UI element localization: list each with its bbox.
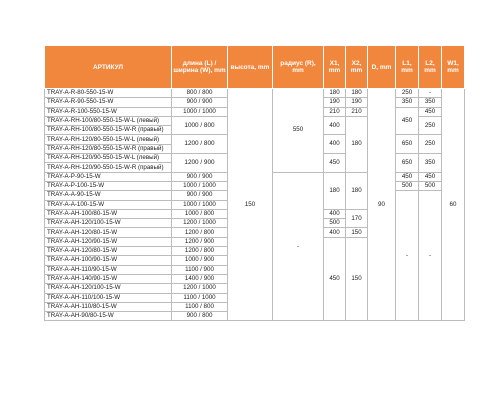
article-cell: TRAY-A-AH-110/90-15-W	[45, 265, 172, 274]
radius-cell: 550	[273, 89, 324, 173]
article-cell: TRAY-A-P-100-15-W	[45, 181, 172, 190]
size-cell: 1200 / 800	[172, 247, 228, 256]
l2-cell: 250	[419, 116, 442, 135]
article-cell: TRAY-A-A-90-15-W	[45, 191, 172, 200]
size-cell: 1000 / 1000	[172, 200, 228, 209]
l2-cell: -	[419, 89, 442, 98]
size-cell: 1200 / 800	[172, 228, 228, 237]
size-cell: 1400 / 900	[172, 274, 228, 283]
article-cell: TRAY-A-A-100-15-W	[45, 200, 172, 209]
d-cell: 90	[368, 89, 396, 321]
l1-cell: 650	[396, 154, 419, 173]
table-wrapper	[44, 45, 465, 321]
header-article: АРТИКУЛ	[45, 46, 172, 89]
article-cell: TRAY-A-R-80-550-15-W	[45, 89, 172, 98]
x1-cell: 210	[324, 107, 346, 116]
size-cell: 1000 / 800	[172, 116, 228, 135]
l2-cell: 500	[419, 181, 442, 190]
article-cell: TRAY-A-RH-100/80-550-15-W-R (правый)	[45, 126, 172, 135]
l2-cell: 450	[419, 172, 442, 181]
article-cell: TRAY-A-AH-110/80-15-W	[45, 302, 172, 311]
header-height: высота, mm	[228, 46, 273, 89]
size-cell: 1000 / 900	[172, 256, 228, 265]
article-cell: TRAY-A-R-90-550-15-W	[45, 98, 172, 107]
header-radius: радиус (R), mm	[273, 46, 324, 89]
size-cell: 900 / 900	[172, 172, 228, 181]
x1-cell: 450	[324, 154, 346, 173]
x2-cell: 170	[346, 209, 368, 228]
l2-cell: -	[419, 191, 442, 321]
table-row	[45, 89, 465, 98]
x2-cell: 180	[346, 172, 368, 209]
x1-cell: 180	[324, 172, 346, 209]
x1-cell: 450	[324, 237, 346, 321]
l2-cell: 250	[419, 135, 442, 154]
l2-cell: 450	[419, 107, 442, 116]
l1-cell: 500	[396, 181, 419, 190]
size-cell: 800 / 800	[172, 89, 228, 98]
size-cell: 900 / 900	[172, 191, 228, 200]
x2-cell: 150	[346, 228, 368, 237]
header-l2: L2, mm	[419, 46, 442, 89]
l1-cell: 250	[396, 89, 419, 98]
spec-table	[44, 45, 465, 321]
l1-cell: 450	[396, 172, 419, 181]
article-cell: TRAY-A-AH-140/90-15-W	[45, 274, 172, 283]
l1-cell: 350	[396, 98, 419, 107]
article-cell: TRAY-A-RH-120/90-550-15-W-R (правый)	[45, 163, 172, 172]
height-cell: 150	[228, 89, 273, 321]
x1-cell: 190	[324, 98, 346, 107]
x1-cell: 400	[324, 209, 346, 218]
article-cell: TRAY-A-AH-110/100-15-W	[45, 293, 172, 302]
article-cell: TRAY-A-AH-120/80-15-W	[45, 247, 172, 256]
header-row	[45, 46, 465, 89]
x1-cell: 400	[324, 135, 346, 154]
size-cell: 900 / 900	[172, 98, 228, 107]
x2-cell: 180	[346, 89, 368, 98]
article-cell: TRAY-A-AH-120/80-15-W	[45, 228, 172, 237]
size-cell: 1200 / 900	[172, 154, 228, 173]
article-cell: TRAY-A-AH-90/80-15-W	[45, 312, 172, 321]
size-cell: 1200 / 900	[172, 237, 228, 246]
size-cell: 1100 / 900	[172, 265, 228, 274]
x2-cell: 210	[346, 107, 368, 116]
x2-cell: 150	[346, 237, 368, 321]
header-d: D, mm	[368, 46, 396, 89]
header-x1: X1, mm	[324, 46, 346, 89]
size-cell: 1200 / 1000	[172, 284, 228, 293]
size-cell: 1100 / 1000	[172, 293, 228, 302]
header-w1: W1, mm	[442, 46, 465, 89]
article-cell: TRAY-A-P-90-15-W	[45, 172, 172, 181]
article-cell: TRAY-A-RH-100/80-550-15-W-L (левый)	[45, 116, 172, 125]
x1-cell: 180	[324, 89, 346, 98]
w1-cell: 60	[442, 89, 465, 321]
size-cell: 1200 / 800	[172, 135, 228, 154]
l1-cell: 450	[396, 107, 419, 135]
x1-cell: 400	[324, 116, 346, 135]
article-cell: TRAY-A-AH-100/80-15-W	[45, 209, 172, 218]
l2-cell: 350	[419, 98, 442, 107]
x1-cell: 400	[324, 228, 346, 237]
article-cell: TRAY-A-RH-120/80-550-15-W-R (правый)	[45, 144, 172, 153]
l1-cell: 650	[396, 135, 419, 154]
l1-cell: -	[396, 191, 419, 321]
radius-cell: -	[273, 172, 324, 321]
article-cell: TRAY-A-RH-120/80-550-15-W-L (левый)	[45, 135, 172, 144]
x1-cell: 500	[324, 219, 346, 228]
size-cell: 900 / 800	[172, 312, 228, 321]
header-x2: X2, mm	[346, 46, 368, 89]
x2-cell: 180	[346, 116, 368, 172]
article-cell: TRAY-A-AH-100/90-15-W	[45, 256, 172, 265]
l2-cell: 350	[419, 154, 442, 173]
article-cell: TRAY-A-AH-120/90-15-W	[45, 237, 172, 246]
size-cell: 1000 / 1000	[172, 181, 228, 190]
article-cell: TRAY-A-AH-120/100-15-W	[45, 219, 172, 228]
article-cell: TRAY-A-R-100-550-15-W	[45, 107, 172, 116]
size-cell: 1000 / 800	[172, 209, 228, 218]
header-length-width: длина (L) / ширина (W), mm	[172, 46, 228, 89]
header-l1: L1, mm	[396, 46, 419, 89]
size-cell: 1200 / 1000	[172, 219, 228, 228]
x2-cell: 190	[346, 98, 368, 107]
size-cell: 1000 / 1000	[172, 107, 228, 116]
article-cell: TRAY-A-AH-120/100-15-W	[45, 284, 172, 293]
article-cell: TRAY-A-RH-120/90-550-15-W-L (левый)	[45, 154, 172, 163]
size-cell: 1100 / 800	[172, 302, 228, 311]
